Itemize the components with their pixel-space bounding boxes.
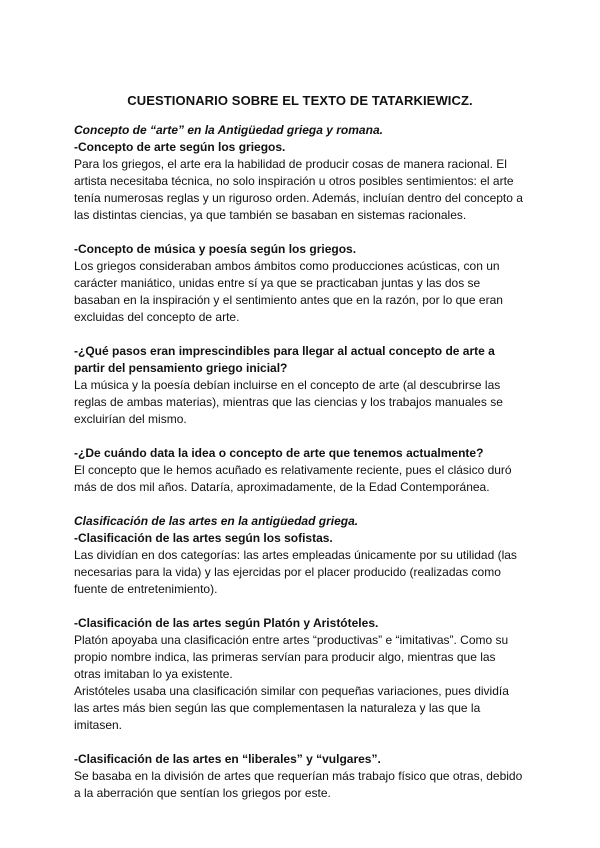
question: partir del pensamiento griego inicial? (74, 361, 288, 375)
answer-paragraph (74, 462, 534, 496)
section-heading: Clasificación de las artes en la antigüedad griega. (74, 514, 359, 528)
answer-line: excluidas del concepto de arte. (74, 310, 240, 324)
answer-paragraph (74, 768, 534, 802)
answer-line: necesarias para la vida) y las ejercidas por el placer producido (realizadas como (74, 565, 501, 579)
question: -Clasificación de las artes según Platón y Aristóteles. (74, 616, 379, 630)
answer-line: propio nombre indica, las primeras servían para producir algo, mientras que las (74, 650, 496, 664)
document-body (74, 122, 534, 802)
answer-line: basaban en la inspiración y el sentimiento antes que en la razón, por lo que eran (74, 293, 503, 307)
answer-line: otras imitaban lo ya existente. (74, 667, 233, 681)
answer-line: carácter maniático, unidas entre sí ya que se practicaban juntas y las dos se (74, 276, 481, 290)
answer-line: Aristóteles usaba una clasificación similar con pequeñas variaciones, pues dividía (74, 684, 509, 698)
answer-paragraph (74, 258, 534, 326)
question: -Clasificación de las artes en “liberales” y “vulgares”. (74, 752, 381, 766)
question: -Clasificación de las artes según los sofistas. (74, 531, 333, 545)
answer-paragraph (74, 377, 534, 428)
answer-line: excluirían del mismo. (74, 412, 187, 426)
answer-paragraph (74, 632, 534, 734)
question: -¿Qué pasos eran imprescindibles para llegar al actual concepto de arte a (74, 344, 495, 358)
answer-line: más de dos mil años. Dataría, aproximadamente, de la Edad Contemporánea. (74, 480, 490, 494)
answer-line: artista necesitaba técnica, no solo inspiración u otros posibles sentimientos: el arte (74, 174, 514, 188)
section-heading: Concepto de “arte” en la Antigüedad griega y romana. (74, 123, 383, 137)
answer-line: a la aberración que sentían los griegos por este. (74, 786, 331, 800)
answer-line: El concepto que le hemos acuñado es relativamente reciente, pues el clásico duró (74, 463, 512, 477)
question: -Concepto de arte según los griegos. (74, 140, 286, 154)
answer-line: fuente de entretenimiento). (74, 582, 218, 596)
question: -¿De cuándo data la idea o concepto de arte que tenemos actualmente? (74, 446, 484, 460)
question: -Concepto de música y poesía según los griegos. (74, 242, 357, 256)
answer-line: Los griegos consideraban ambos ámbitos como producciones acústicas, con un (74, 259, 500, 273)
answer-line: reglas de ambas materias), mientras que las ciencias y los trabajos manuales se (74, 395, 503, 409)
answer-line: las artes más bien según las que complementasen la naturaleza y las que la (74, 701, 481, 715)
answer-line: Se basaba en la división de artes que requerían más trabajo físico que otras, debido (74, 769, 523, 783)
answer-line: Para los griegos, el arte era la habilidad de producir cosas de manera racional. El (74, 157, 507, 171)
answer-line: tenía numerosas reglas y un riguroso orden. Además, incluían dentro del concepto a (74, 191, 523, 205)
answer-line: La música y la poesía debían incluirse en el concepto de arte (al descubrirse las (74, 378, 501, 392)
answer-line: Las dividían en dos categorías: las artes empleadas únicamente por su utilidad (las (74, 548, 517, 562)
answer-paragraph (74, 156, 534, 224)
answer-line: Platón apoyaba una clasificación entre artes “productivas” e “imitativas”. Como su (74, 633, 509, 647)
document-title: CUESTIONARIO SOBRE EL TEXTO DE TATARKIEWICZ. (127, 93, 473, 108)
answer-line: imitasen. (74, 718, 123, 732)
answer-line: las distintas ciencias, ya que también se basaban en sistemas racionales. (74, 208, 467, 222)
answer-paragraph (74, 547, 534, 598)
